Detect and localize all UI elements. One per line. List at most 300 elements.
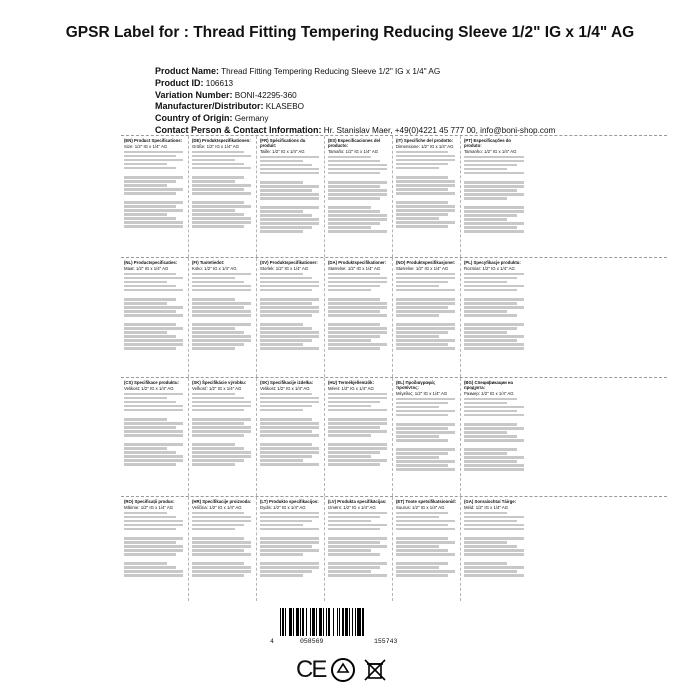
- text-line: [396, 209, 455, 212]
- text-line: [328, 574, 387, 577]
- text-line: [464, 516, 524, 519]
- text-line: [124, 339, 183, 342]
- text-line: [464, 160, 524, 163]
- text-line: [260, 314, 312, 317]
- text-line: [192, 397, 244, 400]
- text-line: [464, 562, 507, 565]
- text-line: [396, 452, 448, 455]
- text-line: [192, 447, 244, 450]
- cell-size-line: Taille: 1/2" IG x 1/4" AG: [260, 149, 305, 155]
- text-line: [328, 222, 380, 225]
- text-line: [328, 218, 387, 221]
- text-line: [260, 516, 319, 519]
- text-line: [464, 189, 517, 192]
- text-line: [260, 459, 303, 462]
- text-line: [396, 327, 455, 330]
- text-line: [464, 214, 517, 217]
- text-line: [328, 172, 380, 175]
- text-line: [464, 398, 517, 401]
- text-line: [464, 193, 524, 196]
- text-line: [124, 306, 183, 309]
- barcode-group-2: 155743: [374, 638, 398, 645]
- text-line: [464, 181, 524, 184]
- text-line: [464, 549, 524, 552]
- cell-size-line: Størrelse: 1/2" IG x 1/4" AG: [396, 266, 449, 272]
- info-contact: Contact Person & Contact Information: Hr. Stanislav Maer, +49(0)4221 45 777 00, info@boni-shop.com: [155, 124, 556, 135]
- text-line: [396, 545, 439, 548]
- text-line: [124, 566, 176, 569]
- text-line: [464, 289, 517, 292]
- text-line: [396, 528, 455, 531]
- text-line: [192, 298, 235, 301]
- text-line: [192, 545, 251, 548]
- text-line: [192, 455, 251, 458]
- text-line: [328, 230, 387, 233]
- text-line: [124, 549, 183, 552]
- text-line: [396, 289, 455, 292]
- text-line: [464, 230, 524, 233]
- text-line: [464, 410, 517, 413]
- text-line: [124, 192, 176, 195]
- text-line: [192, 285, 251, 288]
- text-line: [464, 553, 524, 556]
- text-line: [328, 451, 380, 454]
- text-line: [464, 435, 517, 438]
- text-line: [260, 393, 312, 396]
- cell-heading: (SK) Špecifikácie výrobku:: [192, 380, 247, 385]
- text-line: [124, 512, 167, 515]
- text-line: [260, 323, 303, 326]
- text-line: [192, 562, 244, 565]
- text-line: [124, 209, 183, 212]
- text-line: [260, 343, 303, 346]
- text-line: [124, 151, 183, 154]
- text-line: [192, 221, 251, 224]
- text-line: [260, 168, 319, 171]
- text-line: [328, 327, 387, 330]
- cell-heading: (LV) Produkta specifikācijas:: [328, 499, 387, 504]
- text-line: [396, 343, 448, 346]
- text-line: [260, 574, 303, 577]
- text-line: [328, 541, 380, 544]
- text-line: [464, 185, 524, 188]
- recycling-icon: [330, 657, 356, 683]
- text-line: [124, 459, 183, 462]
- text-line: [124, 418, 167, 421]
- cell-size-line: Rozmiar: 1/2" IG x 1/4" AG: [464, 266, 515, 272]
- text-line: [464, 210, 524, 213]
- text-line: [328, 331, 387, 334]
- text-line: [124, 314, 183, 317]
- text-line: [192, 553, 251, 556]
- text-line: [192, 422, 244, 425]
- text-line: [396, 281, 448, 284]
- text-line: [396, 423, 455, 426]
- cell-size-line: Mărime: 1/2" IG x 1/4" AG: [124, 505, 174, 511]
- text-line: [192, 159, 235, 162]
- cell-size-line: Maat: 1/2" IG x 1/4" AG: [124, 266, 169, 272]
- text-line: [464, 164, 517, 167]
- text-line: [124, 455, 183, 458]
- text-line: [464, 524, 524, 527]
- info-product-id: Product ID: 106613: [155, 77, 234, 88]
- text-line: [192, 180, 235, 183]
- text-line: [464, 414, 524, 417]
- text-line: [124, 397, 167, 400]
- text-line: [328, 426, 380, 429]
- text-line: [464, 197, 507, 200]
- text-line: [396, 562, 448, 565]
- text-line: [328, 343, 387, 346]
- text-line: [124, 516, 176, 519]
- text-line: [124, 281, 167, 284]
- text-line: [396, 431, 455, 434]
- text-line: [328, 323, 380, 326]
- text-line: [328, 455, 371, 458]
- text-line: [328, 512, 387, 515]
- text-line: [328, 206, 371, 209]
- text-line: [464, 431, 507, 434]
- text-line: [192, 549, 244, 552]
- text-line: [464, 172, 524, 175]
- text-line: [396, 201, 448, 204]
- cell-size-line: Tamaño: 1/2" IG x 1/4" AG: [328, 149, 379, 155]
- text-line: [124, 463, 176, 466]
- text-line: [328, 347, 380, 350]
- text-line: [464, 574, 524, 577]
- text-line: [260, 451, 319, 454]
- text-line: [192, 323, 251, 326]
- text-line: [328, 185, 380, 188]
- cell-heading: (CS) Specifikace produktu:: [124, 380, 179, 385]
- text-line: [124, 163, 167, 166]
- text-line: [396, 205, 455, 208]
- text-line: [260, 463, 319, 466]
- cell-heading: (BG) Спецификации на продукта:: [464, 380, 513, 391]
- cell-size-line: Tamanho: 1/2" IG x 1/4" AG: [464, 149, 517, 155]
- text-line: [328, 339, 371, 342]
- text-line: [124, 562, 167, 565]
- text-line: [192, 192, 251, 195]
- text-line: [464, 310, 507, 313]
- text-line: [260, 512, 319, 515]
- text-line: [192, 184, 251, 187]
- cell-size-line: Storlek: 1/2" IG x 1/4" AG: [260, 266, 309, 272]
- text-line: [260, 541, 319, 544]
- text-line: [124, 451, 176, 454]
- text-line: [260, 553, 303, 556]
- text-line: [260, 347, 319, 350]
- text-line: [124, 524, 183, 527]
- cell-size-line: Veľkosť: 1/2" IG x 1/4" AG: [192, 386, 242, 392]
- text-line: [464, 347, 524, 350]
- ce-mark: CE: [296, 656, 326, 683]
- text-line: [124, 327, 183, 330]
- cell-size-line: Size: 1/2" IG x 1/4" AG: [124, 144, 168, 150]
- text-line: [192, 347, 235, 350]
- info-variation-number: Variation Number: BONI-42295-360: [155, 89, 297, 100]
- text-line: [260, 409, 303, 412]
- text-line: [396, 402, 448, 405]
- text-line: [328, 160, 380, 163]
- text-line: [396, 159, 455, 162]
- text-line: [328, 397, 387, 400]
- text-line: [328, 289, 371, 292]
- grid-cell: [393, 258, 461, 377]
- info-country: Country of Origin: Germany: [155, 113, 269, 124]
- text-line: [124, 347, 176, 350]
- text-line: [260, 335, 319, 338]
- text-line: [328, 302, 387, 305]
- grid-cell: [325, 378, 393, 496]
- text-line: [396, 516, 439, 519]
- text-line: [260, 430, 312, 433]
- grid-cell: [461, 497, 529, 601]
- text-line: [260, 160, 303, 163]
- text-line: [464, 464, 524, 467]
- text-line: [260, 164, 312, 167]
- text-line: [328, 273, 380, 276]
- text-line: [396, 456, 439, 459]
- grid-cell: [257, 136, 325, 257]
- text-line: [124, 541, 176, 544]
- text-line: [124, 167, 176, 170]
- text-line: [464, 327, 517, 330]
- text-line: [260, 537, 319, 540]
- text-line: [396, 180, 455, 183]
- text-line: [192, 463, 235, 466]
- text-line: [328, 214, 387, 217]
- text-line: [260, 226, 312, 229]
- text-line: [464, 439, 524, 442]
- text-line: [396, 298, 455, 301]
- text-line: [124, 545, 183, 548]
- text-line: [192, 566, 251, 569]
- text-line: [328, 393, 387, 396]
- text-line: [124, 335, 176, 338]
- text-line: [396, 277, 455, 280]
- text-line: [192, 201, 244, 204]
- text-line: [464, 570, 517, 573]
- barcode-leading-digit: 4: [270, 638, 274, 645]
- text-line: [192, 163, 244, 166]
- text-line: [192, 205, 251, 208]
- text-line: [328, 524, 387, 527]
- cell-heading: (HR) Specifikacije proizvoda:: [192, 499, 252, 504]
- grid-cell: [121, 136, 189, 257]
- text-line: [260, 443, 312, 446]
- text-line: [396, 213, 448, 216]
- text-line: [396, 460, 455, 463]
- text-line: [260, 327, 312, 330]
- text-line: [124, 289, 183, 292]
- text-line: [260, 447, 319, 450]
- text-line: [396, 427, 448, 430]
- cell-heading: (HU) Termékjellemzők:: [328, 380, 375, 385]
- text-line: [260, 549, 319, 552]
- text-line: [260, 156, 319, 159]
- grid-cell: [189, 258, 257, 377]
- text-line: [260, 285, 319, 288]
- text-line: [396, 323, 455, 326]
- text-line: [124, 323, 176, 326]
- text-line: [396, 339, 455, 342]
- text-line: [192, 537, 244, 540]
- text-line: [260, 570, 312, 573]
- text-line: [260, 339, 312, 342]
- text-line: [260, 277, 312, 280]
- text-line: [396, 448, 455, 451]
- grid-cell: [257, 258, 325, 377]
- text-line: [464, 468, 524, 471]
- cell-heading: (DE) Produktspezifikationen:: [192, 138, 251, 143]
- text-line: [464, 306, 524, 309]
- text-line: [328, 409, 387, 412]
- cell-heading: (FR) Spécifications du produit:: [260, 138, 306, 149]
- text-line: [328, 447, 387, 450]
- text-line: [396, 414, 448, 417]
- text-line: [192, 151, 244, 154]
- text-line: [464, 331, 507, 334]
- grid-cell: [189, 497, 257, 601]
- cell-heading: (PL) Specyfikacje produktu:: [464, 260, 521, 265]
- text-line: [260, 185, 319, 188]
- text-line: [396, 537, 448, 540]
- text-line: [396, 541, 455, 544]
- text-line: [192, 167, 251, 170]
- text-line: [192, 273, 251, 276]
- grid-cell: [257, 497, 325, 601]
- text-line: [192, 451, 251, 454]
- text-line: [464, 335, 524, 338]
- cell-heading: (GA) Sonraíochtaí Táirge:: [464, 499, 517, 504]
- text-line: [396, 302, 455, 305]
- text-line: [328, 553, 380, 556]
- text-line: [260, 230, 303, 233]
- cell-size-line: Velikost: 1/2" IG x 1/4" AG: [260, 386, 310, 392]
- text-line: [464, 545, 517, 548]
- text-line: [124, 574, 183, 577]
- cell-heading: (RO) Specificații produs:: [124, 499, 175, 504]
- text-line: [192, 570, 251, 573]
- text-line: [328, 463, 380, 466]
- text-line: [260, 189, 312, 192]
- text-line: [328, 443, 387, 446]
- text-line: [464, 168, 507, 171]
- label-title: GPSR Label for : Thread Fitting Tempering Reducing Sleeve 1/2" IG x 1/4" AG: [65, 24, 635, 41]
- text-line: [396, 167, 439, 170]
- text-line: [464, 427, 524, 430]
- text-line: [396, 221, 455, 224]
- text-line: [328, 434, 371, 437]
- cell-size-line: Koko: 1/2" IG x 1/4" AG: [192, 266, 237, 272]
- text-line: [192, 418, 251, 421]
- text-line: [124, 409, 183, 412]
- cell-heading: (NO) Produktspesifikasjoner:: [396, 260, 456, 265]
- text-line: [260, 401, 319, 404]
- text-line: [396, 285, 439, 288]
- text-line: [192, 327, 235, 330]
- text-line: [464, 314, 517, 317]
- text-line: [192, 409, 244, 412]
- text-line: [396, 310, 455, 313]
- grid-row: [121, 135, 667, 257]
- text-line: [192, 459, 244, 462]
- text-line: [464, 520, 517, 523]
- grid-cell: [121, 497, 189, 601]
- text-line: [260, 331, 319, 334]
- text-line: [328, 310, 380, 313]
- text-line: [192, 155, 251, 158]
- text-line: [260, 193, 319, 196]
- text-line: [260, 528, 319, 531]
- text-line: [396, 163, 448, 166]
- text-line: [124, 188, 183, 191]
- cell-size-line: Dimensione: 1/2" IG x 1/4" AG: [396, 144, 454, 150]
- barcode-group-1: 058569: [300, 638, 324, 645]
- text-line: [328, 430, 387, 433]
- text-line: [328, 281, 387, 284]
- text-line: [328, 545, 387, 548]
- text-line: [192, 217, 251, 220]
- text-line: [396, 520, 455, 523]
- text-line: [260, 302, 312, 305]
- text-line: [464, 512, 507, 515]
- text-line: [464, 541, 507, 544]
- text-line: [396, 314, 439, 317]
- grid-cell: [189, 378, 257, 496]
- text-line: [396, 273, 455, 276]
- text-line: [192, 393, 235, 396]
- cell-heading: (SV) Produktspecifikationer:: [260, 260, 318, 265]
- barcode-bar: [364, 608, 365, 636]
- text-line: [328, 566, 380, 569]
- text-line: [260, 214, 312, 217]
- grid-row: [121, 377, 667, 496]
- text-line: [124, 331, 167, 334]
- text-line: [124, 225, 183, 228]
- text-line: [124, 553, 176, 556]
- text-line: [124, 393, 183, 396]
- grid-cell: [393, 497, 461, 601]
- cell-size-line: Μέγεθος: 1/2" IG x 1/4" AG: [396, 391, 448, 397]
- text-line: [124, 302, 167, 305]
- text-line: [260, 566, 319, 569]
- text-line: [328, 570, 371, 573]
- grid-cell: [461, 136, 529, 257]
- grid-cell: [121, 378, 189, 496]
- text-line: [464, 273, 524, 276]
- cell-heading: (PT) Especificações do produto:: [464, 138, 512, 149]
- text-line: [328, 516, 380, 519]
- text-line: [396, 512, 448, 515]
- cell-size-line: Veličina: 1/2" IG x 1/4" AG: [192, 505, 242, 511]
- text-line: [464, 156, 524, 159]
- cell-size-line: Izmērs: 1/2" IG x 1/4" AG: [328, 505, 376, 511]
- text-line: [328, 401, 380, 404]
- text-line: [464, 537, 524, 540]
- text-line: [464, 566, 524, 569]
- text-line: [464, 406, 524, 409]
- cell-heading: (NL) Productspecificaties:: [124, 260, 178, 265]
- text-line: [396, 406, 439, 409]
- text-line: [328, 459, 387, 462]
- cell-size-line: Размер: 1/2" IG x 1/4" AG: [464, 391, 514, 397]
- text-line: [396, 151, 448, 154]
- text-line: [124, 434, 183, 437]
- text-line: [260, 405, 312, 408]
- text-line: [260, 281, 319, 284]
